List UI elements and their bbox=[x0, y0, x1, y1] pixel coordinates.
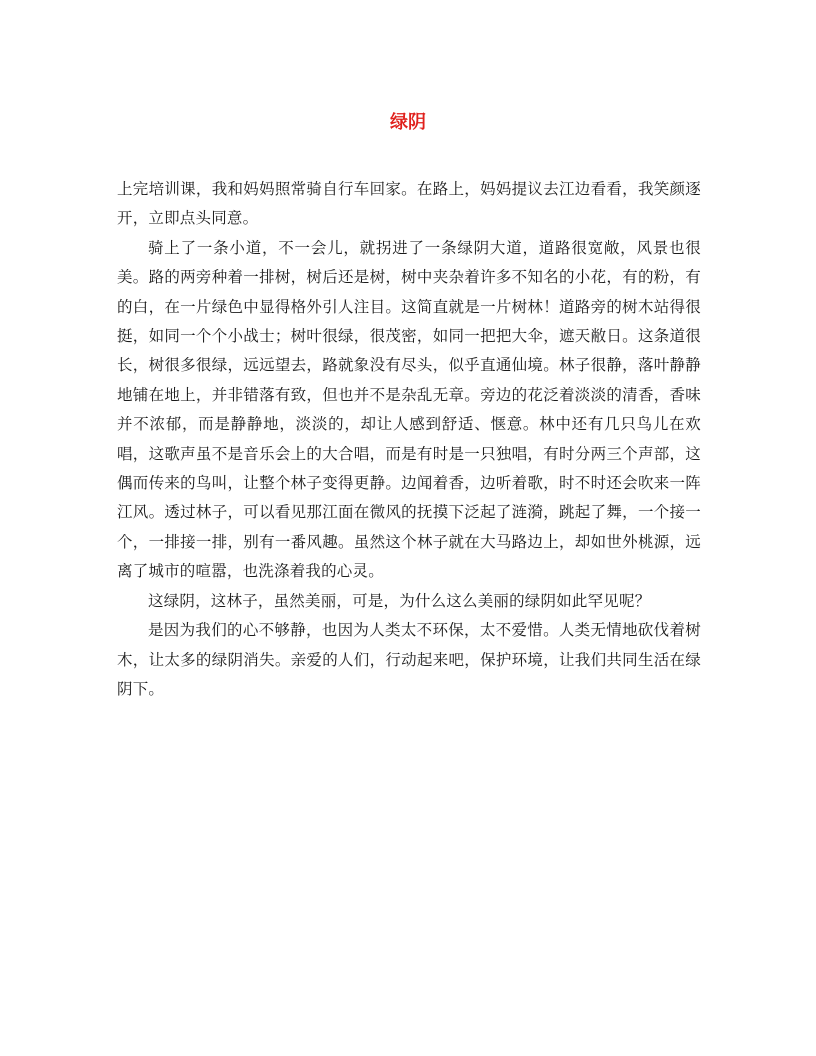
paragraph-4: 是因为我们的心不够静，也因为人类太不环保，太不爱惜。人类无情地砍伐着树木，让太多的绿阴消失。亲爱的人们，行动起来吧，保护环境，让我们共同生活在绿阴下。 bbox=[117, 621, 701, 698]
paragraph-1: 上完培训课，我和妈妈照常骑自行车回家。在路上，妈妈提议去江边看看，我笑颜逐开，立即点头同意。 bbox=[117, 180, 701, 228]
paragraph-2: 骑上了一条小道，不一会儿，就拐进了一条绿阴大道，道路很宽敞，风景也很美。路的两旁种着一排树，树后还是树，树中夹杂着许多不知名的小花，有的粉，有的白，在一片绿色中显得格外引人注目。这简直就是一片树林！道路旁的树木站得很挺，如同一个个小战士；树叶很绿，很茂密，如同一把把大伞，遮天敝日。这条道很长，树很多很绿，远远望去，路就象没有尽头，似乎直通仙境。林子很静，落叶静静地铺在地上，并非错落有致，但也并不是杂乱无章。旁边的花泛着淡淡的清香，香味并不浓郁，而是静静地，淡淡的，却让人感到舒适、惬意。林中还有几只鸟儿在欢唱，这歌声虽不是音乐会上的大合唱，而是有时是一只独唱，有时分两三个声部，这偶而传来的鸟叫，让整个林子变得更静。边闻着香，边听着歌，时不时还会吹来一阵江风。透过林子，可以看见那江面在微风的抚摸下泛起了涟漪，跳起了舞，一个接一个，一排接一排，别有一番风趣。虽然这个林子就在大马路边上，却如世外桃源，远离了城市的喧嚣，也洗涤着我的心灵。 bbox=[117, 238, 701, 581]
document-title: 绿阴 bbox=[390, 112, 426, 133]
document-body bbox=[117, 175, 701, 704]
paragraph-3: 这绿阴，这林子，虽然美丽，可是，为什么这么美丽的绿阴如此罕见呢？ bbox=[148, 591, 651, 610]
